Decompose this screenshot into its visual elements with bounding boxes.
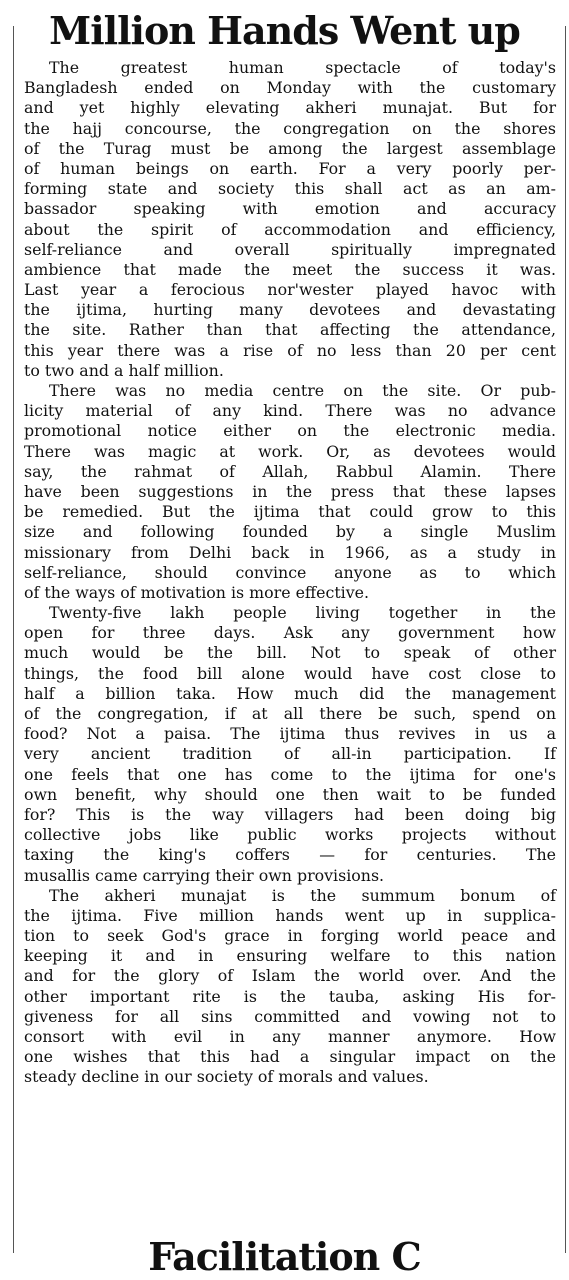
- text-line: the site. Rather than that affecting the attendance,: [24, 320, 556, 340]
- text-line: very ancient tradition of all-in participation. If: [24, 744, 556, 764]
- text-line: the ijtima, hurting many devotees and devastating: [24, 300, 556, 320]
- text-line: about the spirit of accommodation and efficiency,: [24, 219, 556, 239]
- text-line: promotional notice either on the electronic media.: [24, 421, 556, 441]
- text-line: of human beings on earth. For a very poorly per-: [24, 158, 556, 178]
- text-line: and for the glory of Islam the world over. And the: [24, 966, 556, 986]
- text-line: Last year a ferocious nor'wester played havoc with: [24, 280, 556, 300]
- text-line: the hajj concourse, the congregation on the shores: [24, 118, 556, 138]
- text-line: giveness for all sins committed and vowing not to: [24, 1006, 556, 1026]
- text-line: musallis came carrying their own provisions.: [24, 865, 385, 885]
- text-line: of the ways of motivation is more effective.: [24, 582, 370, 602]
- text-line: There was magic at work. Or, as devotees would: [24, 441, 556, 461]
- paragraph-4: [24, 886, 556, 1088]
- text-line: Twenty-five lakh people living together in the: [49, 603, 556, 623]
- text-line: own benefit, why should one then wait to be funded: [24, 784, 556, 804]
- article-body: [24, 58, 556, 1088]
- text-line: licity material of any kind. There was no advance: [24, 401, 556, 421]
- right-column-rule: [565, 26, 566, 1253]
- paragraph-1: [24, 58, 556, 381]
- text-line: self-reliance, should convince anyone as to which: [24, 562, 556, 582]
- paragraph-3: [24, 603, 556, 886]
- text-line: one feels that one has come to the ijtima for one's: [24, 764, 556, 784]
- text-line: ambience that made the meet the success it was.: [24, 259, 556, 279]
- text-line: open for three days. Ask any government how: [24, 623, 556, 643]
- text-line: things, the food bill alone would have cost close to: [24, 663, 556, 683]
- paragraph-2: [24, 381, 556, 603]
- text-line: tion to seek God's grace in forging world peace and: [24, 926, 556, 946]
- text-line: Bangladesh ended on Monday with the customary: [24, 78, 556, 98]
- text-line: other important rite is the tauba, asking His for-: [24, 986, 556, 1006]
- text-line: have been suggestions in the press that these lapses: [24, 481, 556, 501]
- text-line: bassador speaking with emotion and accuracy: [24, 199, 556, 219]
- text-line: There was no media centre on the site. Or pub-: [49, 381, 556, 400]
- text-line: size and following founded by a single Muslim: [24, 522, 556, 542]
- text-line: consort with evil in any manner anymore. How: [24, 1027, 556, 1046]
- text-line: of the Turag must be among the largest assemblage: [24, 138, 556, 158]
- text-line: The greatest human spectacle of today's: [49, 58, 556, 77]
- article-headline: Million Hands Went up: [49, 8, 520, 53]
- text-line: taxing the king's coffers — for centuries. The: [24, 845, 556, 865]
- text-line: collective jobs like public works projects without: [24, 825, 556, 845]
- text-line: missionary from Delhi back in 1966, as a study in: [24, 542, 556, 562]
- text-line: say, the rahmat of Allah, Rabbul Alamin. There: [24, 461, 556, 481]
- text-line: food? Not a paisa. The ijtima thus revives in us a: [24, 724, 556, 744]
- left-column-rule: [13, 26, 14, 1253]
- text-line: of the congregation, if at all there be such, spend on: [24, 704, 556, 723]
- text-line: keeping it and in ensuring welfare to this nation: [24, 946, 556, 966]
- text-line: The akheri munajat is the summum bonum of: [49, 885, 556, 905]
- text-line: be remedied. But the ijtima that could grow to this: [24, 502, 556, 522]
- text-line: half a billion taka. How much did the management: [24, 683, 556, 703]
- next-article-headline: Facilitation C: [148, 1234, 421, 1279]
- text-line: much would be the bill. Not to speak of other: [24, 643, 556, 663]
- text-line: the ijtima. Five million hands went up in supplica-: [24, 905, 556, 925]
- text-line: steady decline in our society of morals and values.: [24, 1067, 429, 1087]
- text-line: for? This is the way villagers had been doing big: [24, 804, 556, 824]
- text-line: self-reliance and overall spiritually impregnated: [24, 239, 556, 259]
- text-line: and yet highly elevating akheri munajat. But for: [24, 98, 556, 118]
- text-line: this year there was a rise of no less than 20 per cent: [24, 340, 556, 360]
- text-line: to two and a half million.: [24, 360, 224, 380]
- text-line: one wishes that this had a singular impact on the: [24, 1047, 556, 1067]
- text-line: forming state and society this shall act as an am-: [24, 179, 556, 199]
